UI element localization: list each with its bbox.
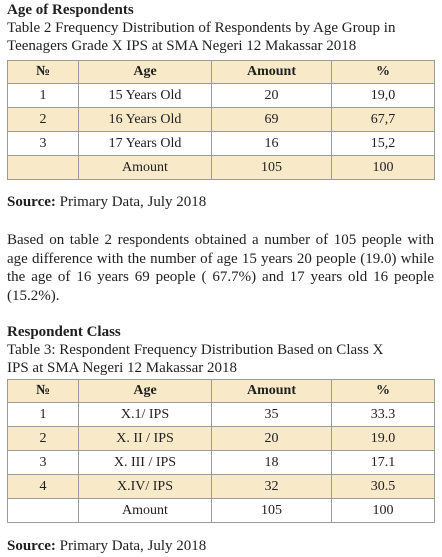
table-class-distribution	[7, 379, 435, 523]
cell-percent: 100	[332, 156, 435, 180]
table-header-row	[8, 380, 435, 403]
cell-number: 2	[8, 108, 79, 132]
cell-amount: 69	[212, 108, 332, 132]
cell-age: Amount	[79, 156, 212, 180]
cell-percent: 67,7	[332, 108, 435, 132]
cell-amount: 35	[212, 403, 332, 427]
cell-number: 4	[8, 475, 79, 499]
cell-amount: 105	[212, 156, 332, 180]
source-text: Primary Data, July 2018	[59, 194, 207, 210]
table3-source	[7, 537, 434, 555]
source-label: Source:	[7, 538, 56, 554]
column-header-age: Age	[79, 380, 212, 403]
column-header-percent: %	[332, 61, 435, 84]
cell-age: 15 Years Old	[79, 84, 212, 108]
cell-percent: 30.5	[332, 475, 435, 499]
cell-number	[8, 156, 79, 180]
cell-amount: 20	[212, 427, 332, 451]
cell-amount: 32	[212, 475, 332, 499]
table-total-row	[8, 499, 435, 523]
cell-class: X. III / IPS	[79, 451, 212, 475]
table2-caption-line1: Table 2 Frequency Distribution of Respondents by Age Group in	[7, 20, 396, 36]
cell-percent: 100	[332, 499, 435, 523]
cell-class: X.1/ IPS	[79, 403, 212, 427]
column-header-amount: Amount	[212, 61, 332, 84]
cell-number: 1	[8, 403, 79, 427]
table-age-distribution	[7, 60, 435, 180]
paragraph-age-summary: Based on table 2 respondents obtained a number of 105 people with age difference with the number of age 15 years 20 people (19.0) while the age of 16 years 69 people ( 67.7%) and 17 years old 16 people (15.2%).	[7, 232, 434, 304]
cell-amount: 18	[212, 451, 332, 475]
column-header-age: Age	[79, 61, 212, 84]
cell-number	[8, 499, 79, 523]
cell-number: 1	[8, 84, 79, 108]
table-row	[8, 108, 435, 132]
column-header-number: №	[8, 61, 79, 84]
cell-amount: 20	[212, 84, 332, 108]
cell-number: 2	[8, 427, 79, 451]
column-header-number: №	[8, 380, 79, 403]
table-total-row	[8, 156, 435, 180]
cell-percent: 19.0	[332, 427, 435, 451]
column-header-percent: %	[332, 380, 435, 403]
table3-caption-line2: IPS at SMA Negeri 12 Makassar 2018	[7, 360, 237, 376]
cell-age: 16 Years Old	[79, 108, 212, 132]
table-row	[8, 475, 435, 499]
cell-class: X. II / IPS	[79, 427, 212, 451]
cell-amount: 16	[212, 132, 332, 156]
table3-caption-line1: Table 3: Respondent Frequency Distribution Based on Class X	[7, 342, 384, 358]
table2-source	[7, 193, 434, 211]
table-row	[8, 451, 435, 475]
cell-amount: 105	[212, 499, 332, 523]
table-row	[8, 427, 435, 451]
cell-percent: 15,2	[332, 132, 435, 156]
column-header-amount: Amount	[212, 380, 332, 403]
table-row	[8, 84, 435, 108]
cell-percent: 33.3	[332, 403, 435, 427]
cell-number: 3	[8, 451, 79, 475]
source-label: Source:	[7, 194, 56, 210]
section-heading-age: Age of Respondents	[7, 2, 134, 18]
table-header-row	[8, 61, 435, 84]
cell-class: X.IV/ IPS	[79, 475, 212, 499]
cell-class: Amount	[79, 499, 212, 523]
table-row	[8, 132, 435, 156]
cell-number: 3	[8, 132, 79, 156]
cell-percent: 19,0	[332, 84, 435, 108]
cell-percent: 17.1	[332, 451, 435, 475]
table-row	[8, 403, 435, 427]
cell-age: 17 Years Old	[79, 132, 212, 156]
section-heading-class: Respondent Class	[7, 324, 121, 340]
table2-caption-line2: Teenagers Grade X IPS at SMA Negeri 12 Makassar 2018	[7, 38, 357, 54]
source-text: Primary Data, July 2018	[59, 538, 207, 554]
